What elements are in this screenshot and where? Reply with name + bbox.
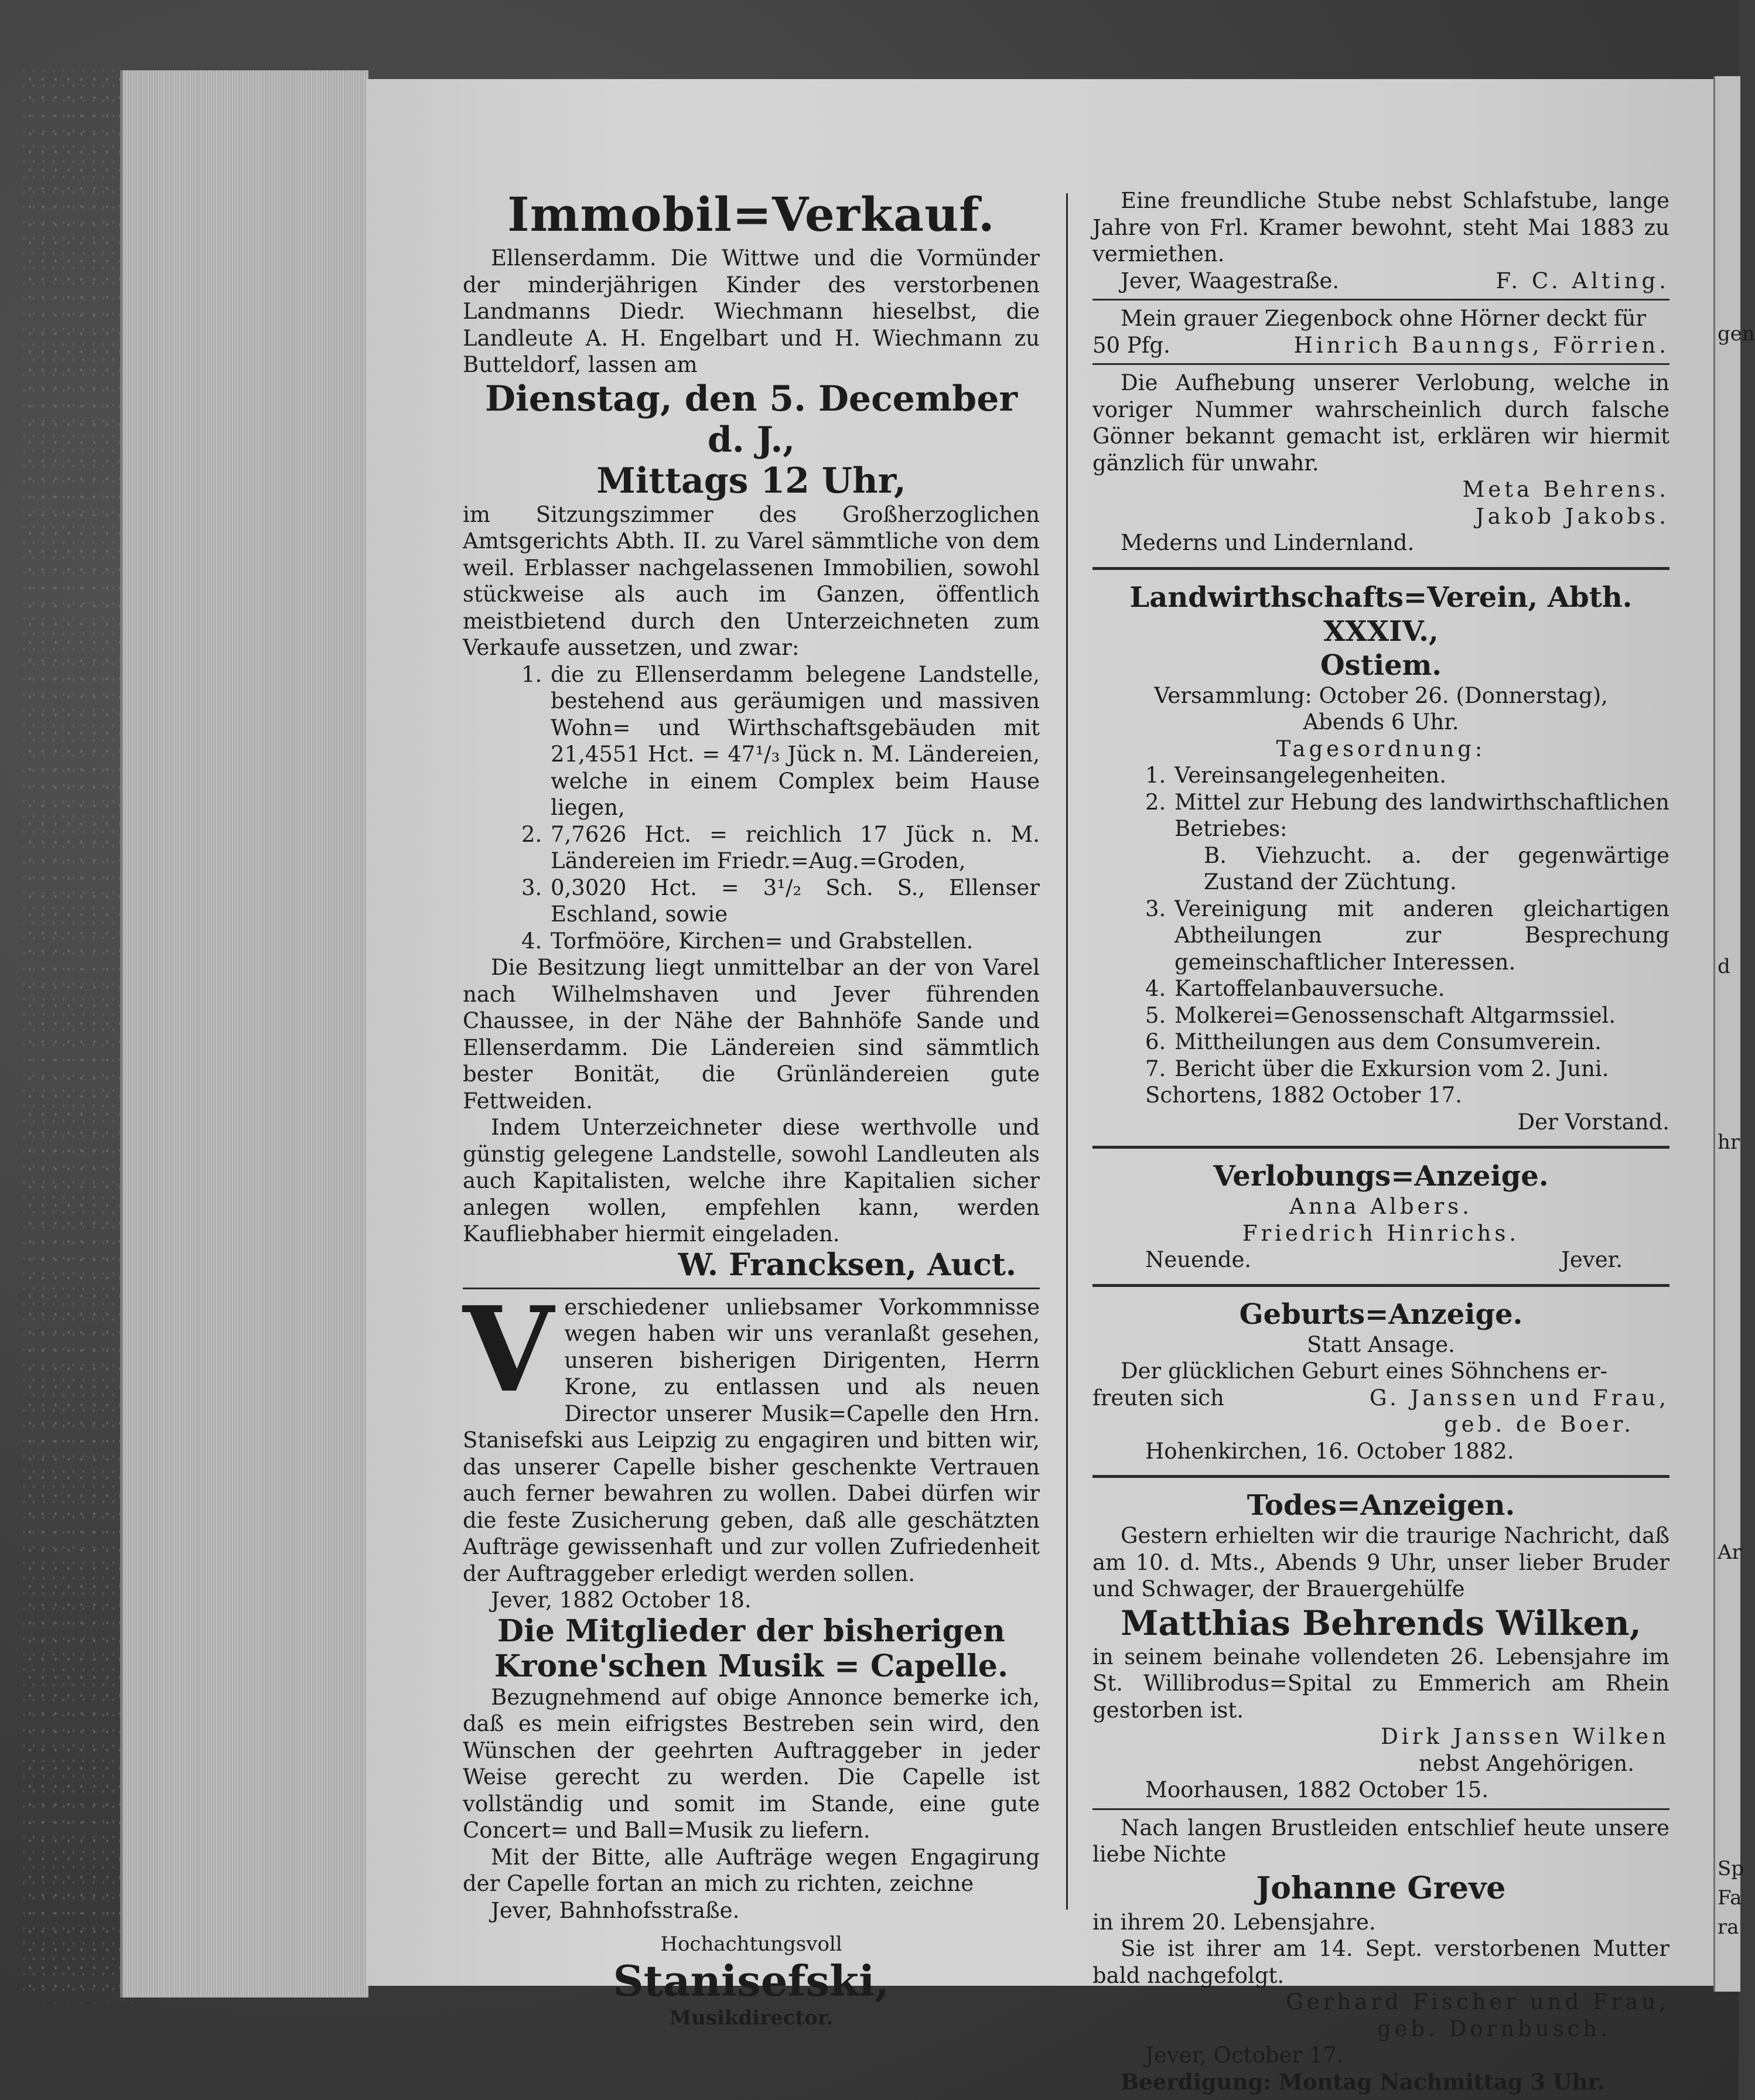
geburt-names-row <box>1092 1385 1669 1412</box>
todes-deceased: Matthias Behrends Wilken, <box>1121 1603 1641 1643</box>
ziegenbock-name: Hinrich Baunngs, Förrien. <box>1293 332 1669 358</box>
todes-signed: Dirk Janssen Wilken <box>1381 1724 1669 1749</box>
geburt-text: freuten sich <box>1092 1385 1224 1411</box>
todes-text: Sie ist ihrer am 14. Sept. verstorbenen Mutter bald nachgefolgt. <box>1092 1936 1669 1988</box>
immobil-paragraph: Die Besitzung liegt unmittelbar an der von Varel nach Wilhelmshaven und Jever führenden Chaussee, in der Nähe der Bahnhöfe Sande und Ellenserdamm. Die Ländereien sind sämmtlich bester Bonität, die Grünländereien gute Fettweiden. <box>463 955 1040 1114</box>
verlobung-places <box>1092 1247 1669 1273</box>
capelle-text: V erschiedener unliebsamer Vorkommnisse wegen haben wir uns veranlaßt gesehen, unseren bisherigen Dirigenten, Herrn Krone, zu entlassen und als neuen Director unserer Musik=Capelle den Hrn. Stanisefski aus Leipzig zu engagiren und bitten wir, das unserer Capelle bisher geschenkte Vertrauen auch ferner bewahren zu wollen. Dabei dürfen wir die feste Zusicherung geben, daß alle geschätzten Aufträge gewissenhaft und zur vollen Zufriedenheit der Auftraggeber erledigt werden sollen. <box>463 1281 1040 1586</box>
ziegenbock-text: Mein grauer Ziegenbock ohne Hörner deckt für <box>1121 306 1647 331</box>
todes-signed: nebst Angehörigen. <box>1419 1750 1634 1776</box>
aufhebung-name: Meta Behrens. <box>1462 477 1669 502</box>
landwirth-signed: Der Vorstand. <box>1517 1109 1669 1135</box>
immobil-ad <box>463 187 1040 1283</box>
list-item: 7. Bericht über die Exkursion vom 2. Juni. <box>1145 1056 1609 1081</box>
edge-fragment: ra <box>1718 1915 1739 1939</box>
capelle-paragraph: Bezugnehmend auf obige Annonce bemerke ich, daß es mein eifrigstes Bestreben sein wird, den Wünschen der geehrten Auftraggeber in jeder Weise gerecht zu werden. Die Capelle ist vollständig und somit im Stande, eine gute Concert= und Ball=Musik zu liefern. <box>463 1684 1040 1843</box>
landwirth-subtitle: Ostiem. <box>1320 648 1442 682</box>
edge-fragment: Ar <box>1718 1541 1742 1564</box>
landwirth-dateline: Schortens, 1882 October 17. <box>1145 1083 1462 1108</box>
verlobung-title: Verlobungs=Anzeige. <box>1213 1160 1549 1193</box>
landwirth-meeting: Versammlung: October 26. (Donnerstag), <box>1154 682 1608 708</box>
right-column <box>1092 187 1669 2095</box>
next-page-edge <box>1713 76 1755 1992</box>
ziegenbock-footer <box>1092 332 1669 359</box>
left-column <box>463 187 1040 2030</box>
immobil-items <box>521 661 1040 955</box>
list-item: B. Viehzucht. a. der gegenwärtige Zustand der Züchtung. <box>1204 842 1669 894</box>
immobil-title: Immobil=Verkauf. <box>507 187 995 242</box>
todes-dateline: Moorhausen, 1882 October 15. <box>1145 1777 1489 1802</box>
verlobung-place: Jever. <box>1561 1247 1623 1272</box>
section-rule <box>1092 299 1669 301</box>
immobil-signature: W. Francksen, Auct. <box>678 1247 1016 1283</box>
verlobung-place: Neuende. <box>1145 1247 1252 1272</box>
todes-signed: geb. Dornbusch. <box>1377 2016 1611 2041</box>
aufhebung-place: Mederns und Lindernland. <box>1121 530 1415 555</box>
geburt-ad <box>1092 1297 1669 1465</box>
immobil-paragraph: Indem Unterzeichneter diese werthvolle und günstig gelegene Landstelle, sowohl Landleuten als auch Kapitalisten, welche ihre Kapitalien sicher anlegen wollen, empfehlen kann, werden Kaufliebhaber hiermit eingeladen. <box>463 1115 1040 1247</box>
landwirth-ad <box>1092 581 1669 1136</box>
capelle-dateline: Jever, 1882 October 18. <box>491 1587 752 1613</box>
capelle-address: Jever, Bahnhofsstraße. <box>491 1897 740 1923</box>
todes-text: Nach langen Brustleiden entschlief heute unsere liebe Nichte <box>1092 1815 1669 1867</box>
todes-burial: Beerdigung: Montag Nachmittag 3 Uhr. <box>1121 2068 1605 2095</box>
landwirth-title: Landwirthschafts=Verein, Abth. XXXIV., <box>1129 581 1633 648</box>
capelle-signature: Die Mitglieder der bisherigen <box>497 1613 1005 1649</box>
ziegenbock-price: 50 Pfg. <box>1092 332 1170 358</box>
verlobung-name: Anna Albers. <box>1289 1194 1473 1219</box>
section-rule <box>1092 1475 1669 1478</box>
capelle-ad <box>463 1281 1040 2031</box>
geburt-text: Der glücklichen Geburt eines Söhnchens er- <box>1121 1358 1608 1384</box>
list-item: 3. 0,3020 Hct. = 3¹/₂ Sch. S., Ellenser Eschland, sowie <box>521 875 1040 927</box>
stube-name: F. C. Alting. <box>1495 268 1669 293</box>
verlobung-name: Friedrich Hinrichs. <box>1242 1220 1520 1246</box>
stube-ad <box>1092 187 1669 294</box>
todes-ad <box>1092 1488 1669 2095</box>
agenda-list <box>1145 762 1669 1082</box>
stube-place: Jever, Waagestraße. <box>1121 268 1340 293</box>
geburt-dateline: Hohenkirchen, 16. October 1882. <box>1145 1438 1514 1464</box>
verlobung-aufhebung-ad <box>1092 370 1669 556</box>
stube-text: Eine freundliche Stube nebst Schlafstube, lange Jahre von Frl. Kramer bewohnt, steht Mai 1883 zu vermiethen. <box>1092 188 1669 267</box>
todes-text: in ihrem 20. Lebensjahre. <box>1092 1909 1376 1935</box>
capelle-paragraph: Mit der Bitte, alle Aufträge wegen Engagirung der Capelle fortan an mich zu richten, zeichne <box>463 1844 1040 1896</box>
section-rule <box>1092 1808 1669 1810</box>
geburt-title: Geburts=Anzeige. <box>1239 1297 1523 1331</box>
section-rule <box>1092 567 1669 570</box>
ziegenbock-ad <box>1092 305 1669 358</box>
todes-deceased: Johanne Greve <box>1256 1870 1506 1906</box>
aufhebung-text: Die Aufhebung unserer Verlobung, welche in voriger Nummer wahrscheinlich durch falsche Gönner bekannt gemacht ist, erklären wir hiermit gänzlich für unwahr. <box>1092 370 1669 476</box>
section-rule <box>1092 1284 1669 1287</box>
todes-text: Gestern erhielten wir die traurige Nachricht, daß am 10. d. Mts., Abends 9 Uhr, unser lieber Bruder und Schwager, der Brauergehülfe <box>1092 1523 1669 1602</box>
landwirth-meeting-time: Abends 6 Uhr. <box>1303 709 1459 735</box>
capelle-signature: Krone'schen Musik = Capelle. <box>494 1648 1009 1684</box>
immobil-intro: Ellenserdamm. Die Wittwe und die Vormünder der minderjährigen Kinder des verstorbenen Landmanns Diedr. Wiechmann hieselbst, die Landleute A. H. Engelbart und H. Wiechmann zu Butteldorf, lassen am <box>463 245 1040 377</box>
edge-fragment: gen <box>1718 322 1755 346</box>
geburt-parents-maiden: geb. de Boer. <box>1444 1412 1634 1437</box>
capelle-director-name: Stanisefski, <box>613 1956 890 2006</box>
aufhebung-name: Jakob Jakobs. <box>1475 503 1669 529</box>
list-item: 1. Vereinsangelegenheiten. <box>1145 763 1446 788</box>
capelle-director-role: Musikdirector. <box>669 2006 834 2030</box>
immobil-body: im Sitzungszimmer des Großherzoglichen Amtsgerichts Abth. II. zu Varel sämmtliche von dem weil. Erblasser nachgelassenen Immobilien, sowohl stückweise als auch im Ganzen, öffentlich meistbietend durch den Unterzeichneten zum Verkaufe aussetzen, und zwar: <box>463 501 1040 660</box>
column-divider <box>1066 193 1068 1910</box>
edge-fragment: Fa <box>1718 1886 1742 1910</box>
section-rule <box>1092 1146 1669 1149</box>
todes-signed: Gerhard Fischer und Frau, <box>1286 1989 1669 2014</box>
todes-dateline: Jever, October 17. <box>1145 2043 1344 2068</box>
list-item: 1. die zu Ellenserdamm belegene Landstelle, bestehend aus geräumigen und massiven Wohn= und Wirthschaftsgebäuden mit 21,4551 Hct. = 47¹/₃ Jück n. M. Ländereien, welche in einem Complex beim Hause liegen, <box>521 661 1040 820</box>
edge-fragment: d <box>1718 955 1730 978</box>
list-item: 4. Kartoffelanbauversuche. <box>1145 976 1445 1001</box>
todes-title: Todes=Anzeigen. <box>1247 1489 1515 1522</box>
capelle-greeting: Hochachtungsvoll <box>660 1932 842 1956</box>
stube-footer <box>1092 268 1669 295</box>
list-item: 2. 7,7626 Hct. = reichlich 17 Jück n. M. Ländereien im Friedr.=Aug.=Groden, <box>521 821 1040 873</box>
page-stack-edge <box>120 70 368 1997</box>
list-item: 2. Mittel zur Hebung des landwirthschaftlichen Betriebes: <box>1145 789 1669 841</box>
immobil-date: Dienstag, den 5. December d. J., <box>484 378 1018 460</box>
geburt-parents: G. Janssen und Frau, <box>1369 1385 1669 1411</box>
drop-cap: V <box>463 1281 554 1419</box>
edge-fragment: Sp <box>1718 1857 1744 1880</box>
agenda-title: Tagesordnung: <box>1276 736 1486 762</box>
todes-text: in seinem beinahe vollendeten 26. Lebensjahre im St. Willibrodus=Spital zu Emmerich am Rhein gestorben ist. <box>1092 1644 1669 1723</box>
list-item: 5. Molkerei=Genossenschaft Altgarmssiel. <box>1145 1002 1616 1028</box>
list-item: 4. Torfmööre, Kirchen= und Grabstellen. <box>521 928 974 954</box>
list-item: 3. Vereinigung mit anderen gleichartigen Abtheilungen zur Besprechung gemeinschaftlicher Interessen. <box>1145 896 1669 975</box>
edge-fragment: hr <box>1718 1131 1740 1154</box>
verlobung-ad <box>1092 1159 1669 1273</box>
immobil-time: Mittags 12 Uhr, <box>596 460 906 501</box>
geburt-subtitle: Statt Ansage. <box>1307 1331 1455 1357</box>
list-item: 6. Mittheilungen aus dem Consumverein. <box>1145 1029 1602 1054</box>
section-rule <box>1092 363 1669 365</box>
